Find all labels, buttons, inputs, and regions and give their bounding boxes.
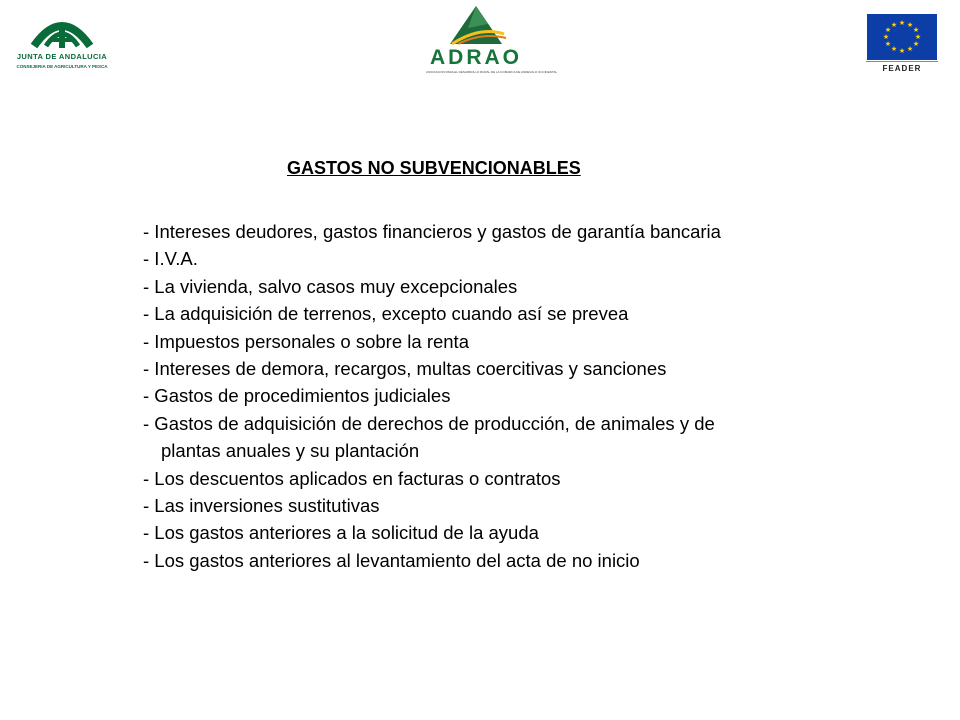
list-item — [143, 355, 933, 382]
list-item-text: - Los gastos anteriores al levantamiento del acta de no inicio — [143, 549, 640, 571]
list-item — [143, 465, 933, 492]
list-item — [143, 492, 933, 519]
eu-divider — [866, 61, 938, 62]
svg-text:★: ★ — [912, 40, 920, 48]
list-item — [143, 300, 933, 327]
eu-feader-logo — [866, 14, 938, 76]
adrao-name: ADRAO — [430, 46, 522, 69]
svg-text:★: ★ — [882, 33, 890, 41]
list-item-text: - Gastos de adquisición de derechos de producción, de animales y de — [143, 412, 715, 434]
list-item — [143, 519, 933, 546]
list-item — [143, 547, 933, 574]
list-item-text: - Los gastos anteriores a la solicitud de la ayuda — [143, 522, 539, 544]
list-item — [143, 218, 933, 245]
eu-flag-icon — [867, 14, 937, 60]
junta-de-andalucia-logo — [6, 8, 118, 74]
junta-department: CONSEJERIA DE AGRICULTURA Y PESCA — [16, 64, 108, 69]
list-item-text: - La vivienda, salvo casos muy excepcionales — [143, 275, 518, 297]
list-item-text: - Impuestos personales o sobre la renta — [143, 330, 469, 352]
feader-label: FEADER — [882, 64, 922, 73]
list-item-text: - Los descuentos aplicados en facturas o contratos — [143, 467, 561, 489]
junta-name: JUNTA DE ANDALUCIA — [16, 52, 108, 61]
svg-text:★: ★ — [906, 21, 914, 29]
adrao-description: ASOCIACION PARA EL DESARROLLO RURAL DE LA COMARCA DE ANDEVALO OCCIDENTAL — [426, 70, 558, 74]
list-item-text: - Intereses deudores, gastos financieros y gastos de garantía bancaria — [143, 221, 721, 242]
list-item — [143, 382, 933, 409]
junta-emblem-icon — [28, 8, 96, 50]
list-item — [143, 273, 933, 300]
svg-text:★: ★ — [898, 47, 906, 55]
list-item-text: - Gastos de procedimientos judiciales — [143, 385, 451, 407]
list-item — [143, 328, 933, 355]
svg-text:★: ★ — [912, 26, 920, 34]
svg-text:★: ★ — [884, 40, 892, 48]
list-item — [143, 410, 933, 465]
list-item-text: - La adquisición de terrenos, excepto cuando así se prevea — [143, 303, 629, 325]
list-item-text: - Las inversiones sustitutivas — [143, 495, 380, 517]
expense-list — [143, 218, 933, 574]
header-logos — [0, 0, 960, 82]
page-title: GASTOS NO SUBVENCIONABLES — [287, 158, 581, 178]
svg-text:★: ★ — [906, 45, 914, 53]
list-item — [143, 245, 933, 272]
adrao-logo — [420, 4, 558, 76]
list-item-continuation: plantas anuales y su plantación — [161, 440, 420, 462]
svg-text:★: ★ — [890, 21, 898, 29]
list-item-text: - I.V.A. — [143, 248, 198, 270]
svg-text:★: ★ — [914, 33, 922, 41]
list-item-text: - Intereses de demora, recargos, multas coercitivas y sanciones — [143, 358, 667, 380]
svg-text:★: ★ — [898, 19, 906, 27]
svg-text:★: ★ — [884, 26, 892, 34]
adrao-mountain-icon — [440, 4, 512, 48]
svg-text:★: ★ — [890, 45, 898, 53]
